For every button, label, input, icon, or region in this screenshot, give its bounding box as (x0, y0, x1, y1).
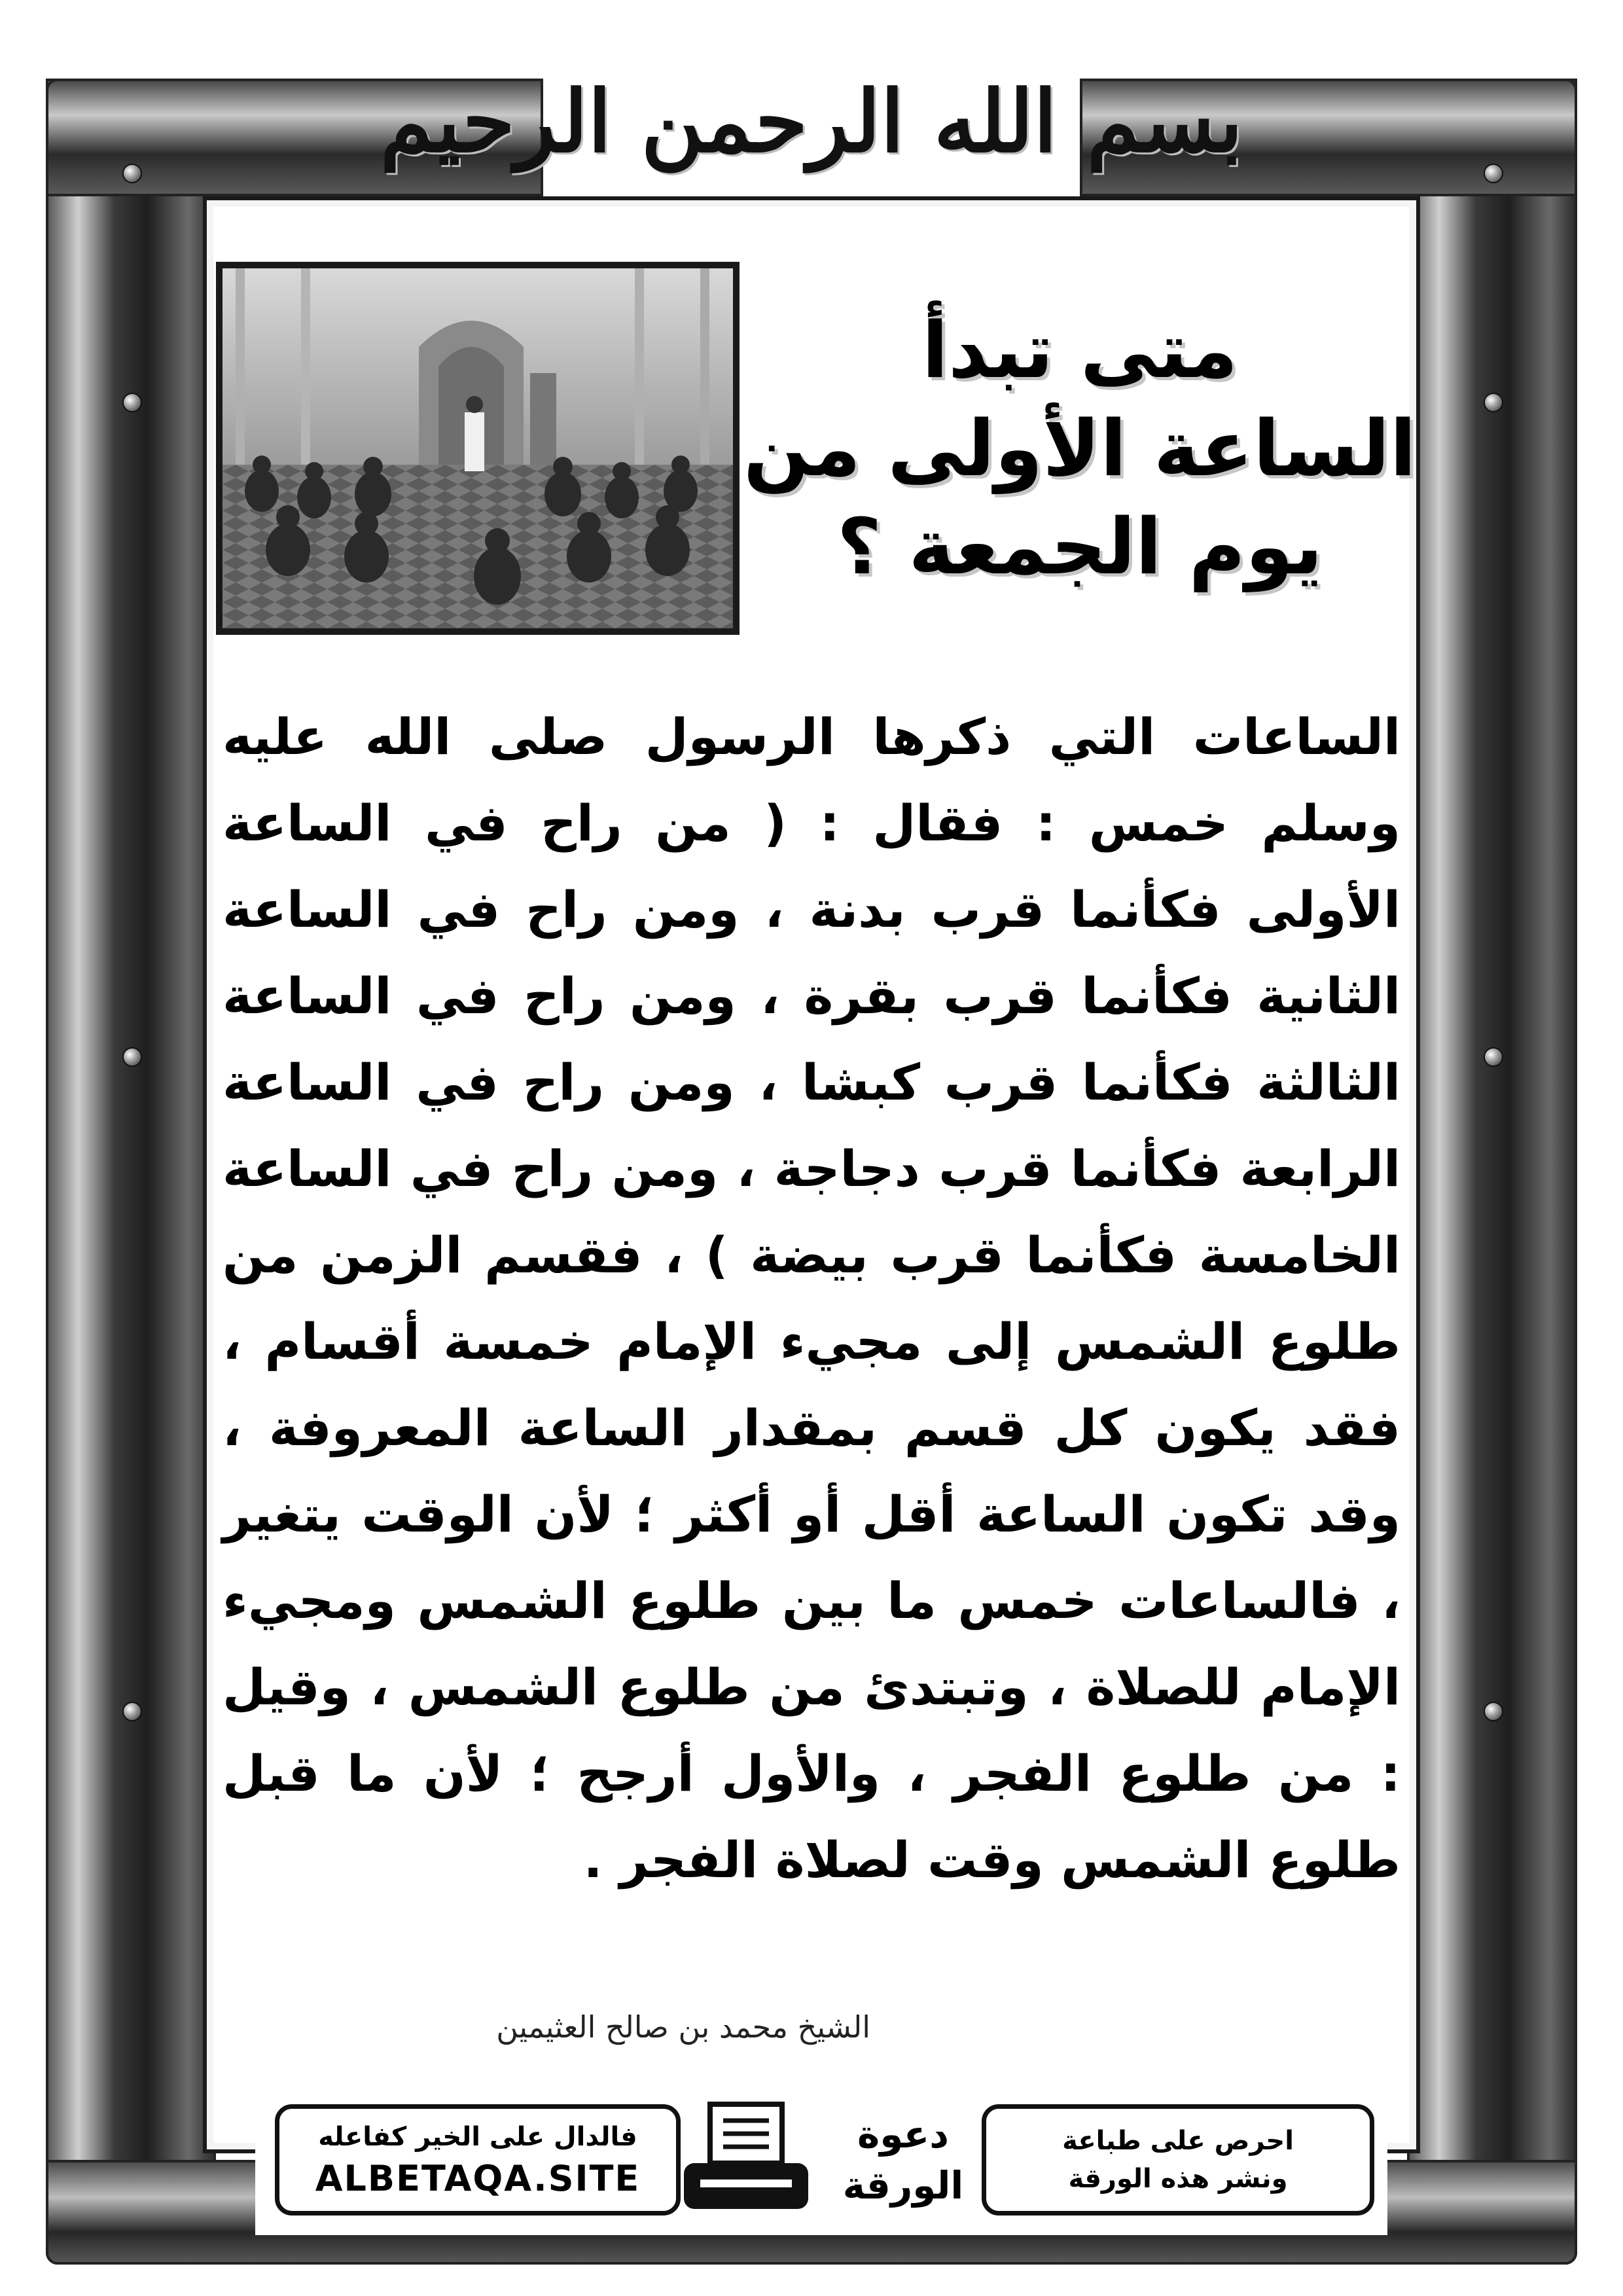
rivet-icon (122, 164, 142, 183)
rivet-icon (1484, 1702, 1503, 1721)
body-paragraph: الساعات التي ذكرها الرسول صلى الله عليه وسلم خمس : فقال : ( من راح في الساعة الأولى فكأنما قرب بدنة ، ومن راح في الساعة الثانية فكأنما قرب بقرة ، ومن راح في الساعة الثالثة فكأنما قرب كبشا ، ومن راح في الساعة الرابعة فكأنما قرب دجاجة ، ومن راح في الساعة الخامسة فكأنما قرب بيضة ) ، فقسم الزمن من طلوع الشمس إلى مجيء الإمام خمسة أقسام ، فقد يكون كل قسم بمقدار الساعة المعروفة ، وقد تكون الساعة أقل أو أكثر ؛ لأن الوقت يتغير ، فالساعات خمس ما بين طلوع الشمس ومجيء الإمام للصلاة ، وتبتدئ من طلوع الشمس ، وقيل : من طلوع الفجر ، والأول أرجح ؛ لأن ما قبل طلوع الشمس وقت لصلاة الفجر . (223, 708, 1400, 1889)
rivet-icon (1484, 164, 1503, 183)
title-line: يوم الجمعة ؟ (836, 501, 1323, 592)
site-link[interactable]: ALBETAQA.SITE (315, 2158, 641, 2199)
title-line: متى تبدأ (921, 305, 1238, 395)
basmala-text: بسم الله الرحمن الرحيم (380, 71, 1243, 171)
title-line: الساعة الأولى من (743, 403, 1417, 493)
rivet-icon (1484, 1047, 1503, 1067)
proverb-line: فالدال على الخير كفاعله (318, 2122, 637, 2152)
rivet-icon (122, 393, 142, 412)
logo-line: دعوة (857, 2112, 949, 2157)
printer-icon (674, 2098, 818, 2222)
print-reminder-box (982, 2104, 1374, 2215)
reminder-line: ونشر هذه الورقة (1068, 2164, 1288, 2194)
page-title (743, 262, 1417, 635)
site-box (275, 2104, 681, 2215)
dawa-logo (831, 2098, 975, 2222)
mosque-prayer-image (223, 268, 733, 628)
footer-banner (255, 2085, 1387, 2235)
reminder-line: احرص على طباعة (1062, 2126, 1294, 2156)
rivet-icon (122, 1047, 142, 1067)
rivet-icon (1484, 393, 1503, 412)
rivet-icon (122, 1702, 142, 1721)
author-signature: الشيخ محمد بن صالح العثيمين (496, 2009, 870, 2045)
logo-line: الورقة (842, 2163, 964, 2208)
basmala-calligraphy (380, 26, 1243, 216)
mosque-photo (216, 262, 740, 635)
